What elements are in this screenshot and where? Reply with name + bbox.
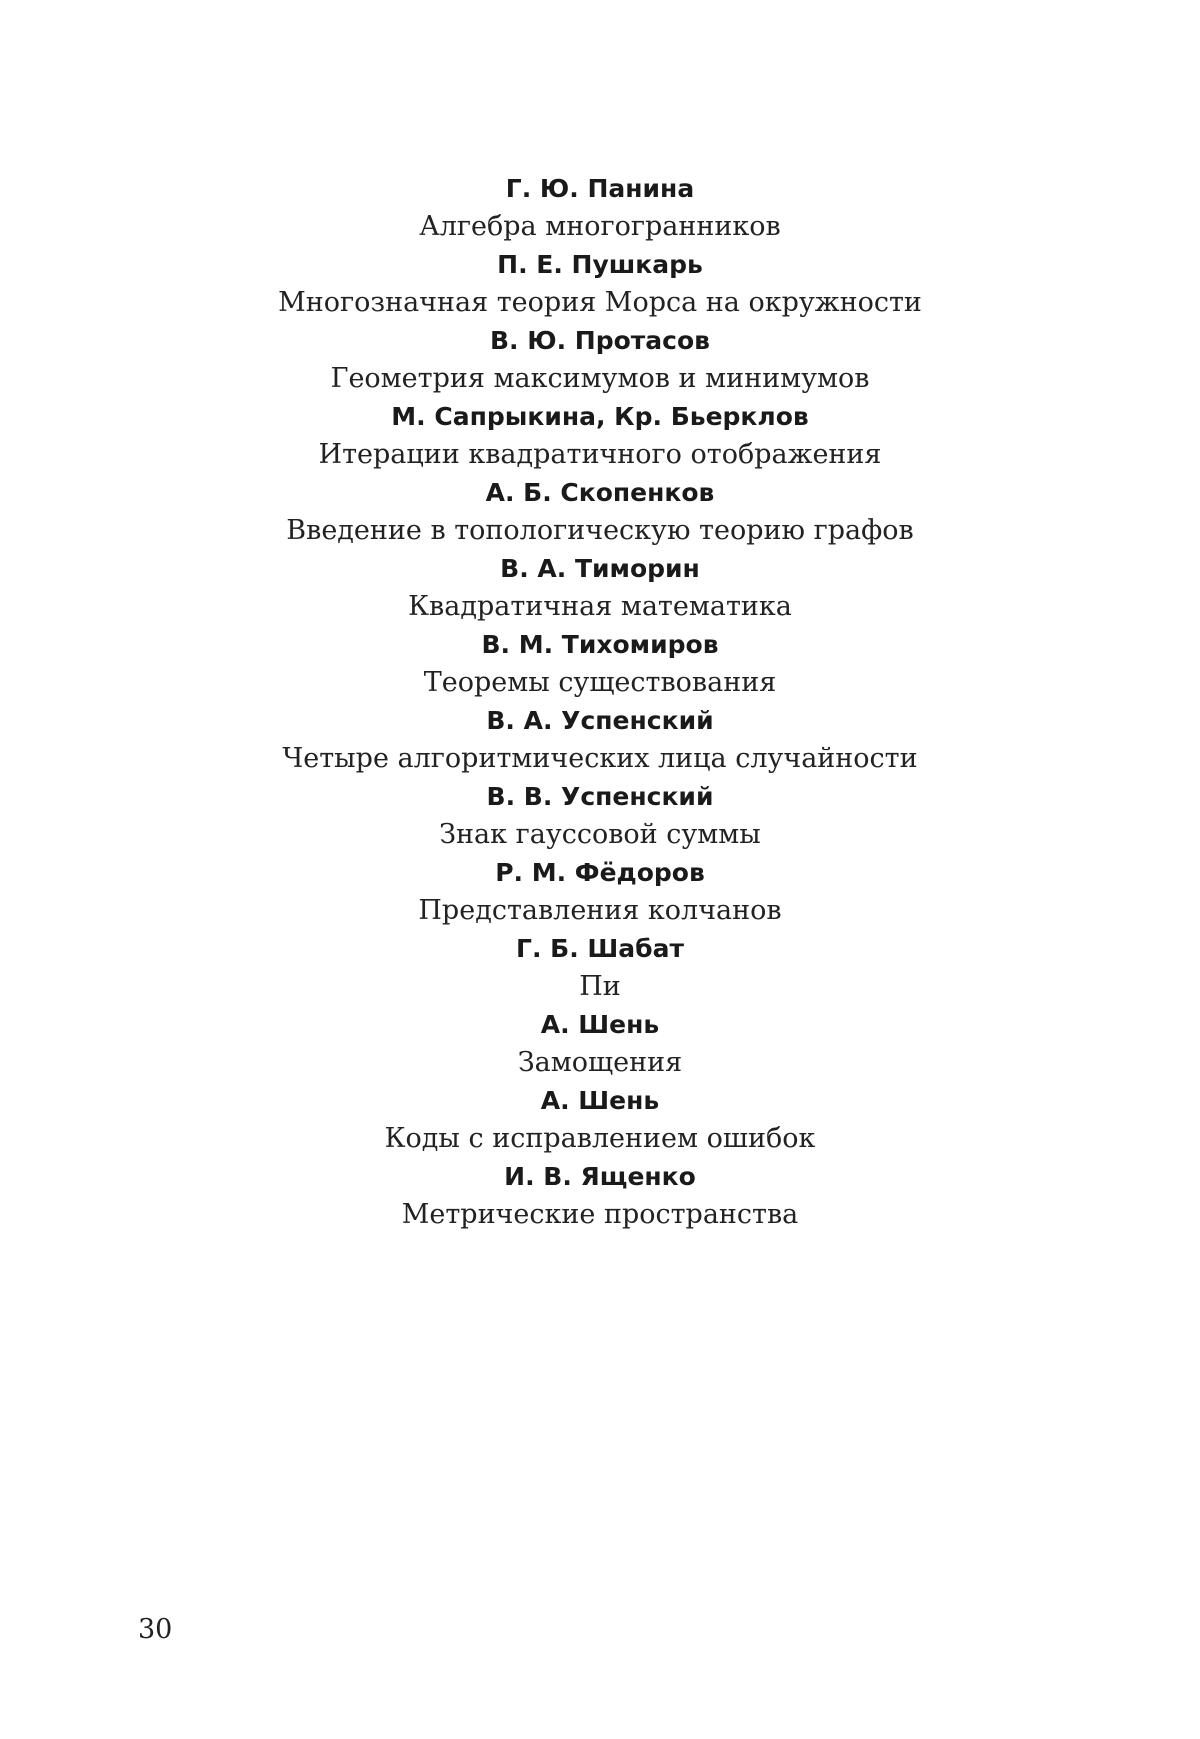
entry-title: Пи [579,971,621,1002]
list-item [0,702,1200,778]
list-item [0,626,1200,702]
entry-author: И. В. Ященко [504,1162,696,1191]
entry-title: Представления колчанов [418,895,782,926]
list-item [0,322,1200,398]
entry-author: М. Сапрыкина, Кр. Бьерклов [391,402,809,431]
entry-author: Г. Ю. Панина [505,174,695,203]
entry-author: В. Ю. Протасов [490,326,710,355]
list-item [0,550,1200,626]
entry-title: Метрические пространства [401,1199,799,1230]
entry-title: Коды с исправлением ошибок [384,1123,816,1154]
entry-author: Г. Б. Шабат [516,934,684,963]
list-item [0,170,1200,246]
entry-title: Многозначная теория Морса на окружности [278,287,922,318]
entry-author: А. Б. Скопенков [485,478,715,507]
lecture-list [0,170,1200,1234]
list-item [0,778,1200,854]
page-number: 30 [138,1614,173,1645]
entry-author: В. А. Успенский [486,706,714,735]
entry-author: П. Е. Пушкарь [497,250,703,279]
entry-author: А. Шень [540,1086,660,1115]
entry-title: Алгебра многогранников [419,211,781,242]
list-item [0,854,1200,930]
list-item [0,1006,1200,1082]
entry-author: А. Шень [540,1010,660,1039]
entry-title: Знак гауссовой суммы [439,819,761,850]
entry-author: В. А. Тиморин [500,554,700,583]
list-item [0,474,1200,550]
entry-author: Р. М. Фёдоров [495,858,705,887]
entry-title: Введение в топологическую теорию графов [286,515,914,546]
entry-title: Четыре алгоритмических лица случайности [282,743,918,774]
list-item [0,246,1200,322]
list-item [0,1082,1200,1158]
entry-title: Замощения [517,1047,683,1078]
entry-title: Квадратичная математика [408,591,792,622]
entry-author: В. М. Тихомиров [481,630,719,659]
entry-author: В. В. Успенский [486,782,714,811]
list-item [0,398,1200,474]
list-item [0,930,1200,1006]
entry-title: Итерации квадратичного отображения [318,439,882,470]
entry-title: Теоремы существования [423,667,777,698]
list-item [0,1158,1200,1234]
entry-title: Геометрия максимумов и минимумов [330,363,870,394]
